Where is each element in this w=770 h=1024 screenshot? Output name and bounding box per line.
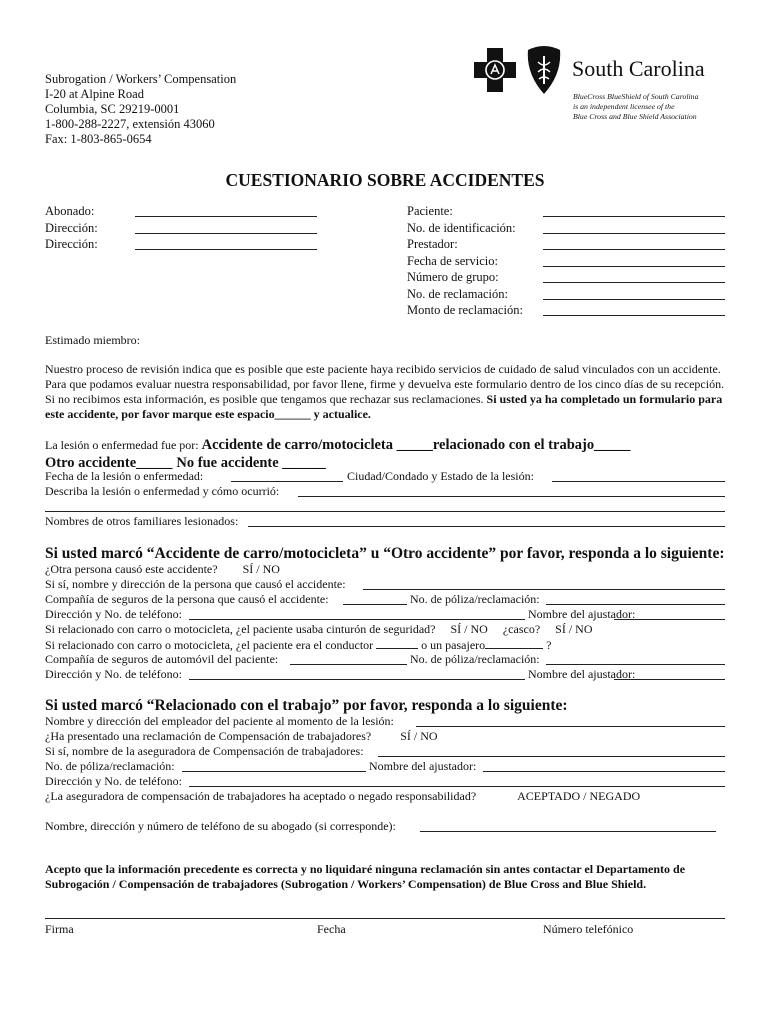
seatbelt-question bbox=[45, 622, 593, 637]
field-label: No. de reclamación: bbox=[407, 286, 508, 301]
policy-label-2: No. de póliza/reclamación: bbox=[410, 652, 540, 666]
policy-input-2[interactable] bbox=[546, 664, 725, 665]
policy-label: No. de póliza/reclamación: bbox=[410, 592, 540, 606]
attestation-text: Acepto que la información precedente es correcta y no liquidaré ninguna reclamación sin antes contactar el Departamento de Subrogación / Compensación de trabajadores (Subrogation / Workers’ Compensation) de Blue Cross and Blue Shield. bbox=[45, 862, 686, 891]
address-input-2[interactable] bbox=[135, 249, 317, 250]
licensee-note bbox=[573, 92, 698, 122]
field-label: Monto de reclamación: bbox=[407, 303, 523, 317]
work-related-option[interactable]: relacionado con el trabajo_____ bbox=[432, 437, 631, 453]
blue-cross-logo-icon bbox=[472, 46, 518, 101]
adjuster-label: Nombre del ajustador: bbox=[528, 607, 636, 621]
responsible-name-label: Si sí, nombre y dirección de la persona que causó el accidente: bbox=[45, 577, 346, 591]
address-line: I-20 at Alpine Road bbox=[45, 87, 144, 101]
describe-label: Describa la lesión o enfermedad y cómo ocurrió: bbox=[45, 484, 280, 498]
group-number-input[interactable] bbox=[543, 282, 725, 283]
other-accident-option[interactable]: Otro accidente_____ bbox=[45, 455, 173, 471]
comp-adjuster-input[interactable] bbox=[483, 771, 725, 772]
blue-shield-logo-icon bbox=[524, 44, 564, 101]
question-mark: ? bbox=[546, 638, 552, 652]
phone-input[interactable] bbox=[189, 619, 525, 620]
driver-input[interactable] bbox=[376, 637, 418, 649]
phone-input-2[interactable] bbox=[189, 679, 525, 680]
field-label: Dirección: bbox=[45, 220, 98, 235]
phone-number-label: Número telefónico bbox=[543, 922, 634, 936]
return-address bbox=[45, 72, 236, 147]
injury-place-input[interactable] bbox=[552, 481, 725, 482]
signature-label: Firma bbox=[45, 922, 74, 936]
field-label: Número de grupo: bbox=[407, 270, 499, 284]
signature-line[interactable] bbox=[45, 918, 725, 919]
field-label: Fecha de servicio: bbox=[407, 253, 498, 268]
seatbelt-choice[interactable]: SÍ / NO bbox=[450, 622, 488, 636]
adjuster-input[interactable] bbox=[614, 619, 725, 620]
service-date-input[interactable] bbox=[543, 266, 725, 267]
field-label: Prestador: bbox=[407, 237, 458, 251]
injury-prefix: La lesión o enfermedad fue por: bbox=[45, 438, 199, 452]
car-accident-option[interactable]: Accidente de carro/motocicleta _____ bbox=[201, 437, 433, 453]
passenger-label: o un pasajero bbox=[421, 638, 486, 652]
intro-paragraph bbox=[45, 362, 725, 422]
adjuster-input-2[interactable] bbox=[614, 679, 725, 680]
question-label: ¿La aseguradora de compensación de trabajadores ha aceptado o negado responsabilidad? bbox=[45, 789, 477, 803]
question-label: Si relacionado con carro o motocicleta, ¿el paciente usaba cinturón de seguridad? bbox=[45, 622, 436, 636]
liability-question bbox=[45, 789, 640, 804]
phone-label: Dirección y No. de teléfono: bbox=[45, 607, 182, 621]
injury-date-label: Fecha de la lesión o enfermedad: bbox=[45, 469, 204, 483]
injury-date-input[interactable] bbox=[231, 481, 343, 482]
intro-text: Nuestro proceso de revisión indica que es posible que este paciente haya recibido servicios de cuidado de salud vinculados con un accidente. Para que podamos evaluar nuestra responsabilidad, por favor llene, firme y devuelva este formulario dentro de los cinco días de su recepción. Si no recibimos esta información, es posible que tengamos que rechazar sus reclamaciones. bbox=[45, 362, 725, 406]
responsible-name-input[interactable] bbox=[363, 589, 725, 590]
address-field bbox=[45, 237, 325, 254]
phone-label-2: Dirección y No. de teléfono: bbox=[45, 667, 182, 681]
address-field bbox=[45, 221, 325, 238]
field-label: No. de identificación: bbox=[407, 220, 516, 235]
lawyer-label: Nombre, dirección y número de teléfono de su abogado (si corresponde): bbox=[45, 819, 396, 833]
subscriber-field bbox=[45, 204, 325, 221]
address-line: Fax: 1-803-865-0654 bbox=[45, 132, 152, 146]
describe-input-2[interactable] bbox=[45, 511, 725, 512]
comp-insurer-label: Si sí, nombre de la aseguradora de Compensación de trabajadores: bbox=[45, 744, 364, 758]
auto-insurer-label: Compañía de seguros de automóvil del paciente: bbox=[45, 652, 279, 666]
field-label: Paciente: bbox=[407, 204, 453, 218]
helmet-choice[interactable]: SÍ / NO bbox=[555, 622, 593, 636]
adjuster-label-2: Nombre del ajustador: bbox=[528, 667, 636, 681]
auto-insurer-input[interactable] bbox=[290, 664, 407, 665]
lawyer-input[interactable] bbox=[420, 831, 716, 832]
yes-no-choice[interactable]: SÍ / NO bbox=[242, 562, 280, 576]
subscriber-fields bbox=[45, 204, 325, 254]
driver-question bbox=[45, 637, 551, 653]
other-person-question bbox=[45, 562, 280, 577]
address-line: Subrogation / Workers’ Compensation bbox=[45, 72, 237, 86]
workers-comp-question bbox=[45, 729, 438, 744]
licensee-line: is an independent licensee of the bbox=[573, 102, 675, 111]
address-input[interactable] bbox=[135, 233, 317, 234]
subscriber-input[interactable] bbox=[135, 216, 317, 217]
liability-choice[interactable]: ACEPTADO / NEGADO bbox=[517, 789, 641, 803]
helmet-label: ¿casco? bbox=[502, 622, 541, 636]
date-label: Fecha bbox=[317, 922, 346, 936]
address-line: Columbia, SC 29219-0001 bbox=[45, 102, 180, 116]
section-heading-accident: Si usted marcó “Accidente de carro/motocicleta” u “Otro accidente” por favor, responda a lo siguiente: bbox=[45, 545, 725, 562]
responsible-insurer-input[interactable] bbox=[343, 604, 407, 605]
id-number-input[interactable] bbox=[543, 233, 725, 234]
page-title: CUESTIONARIO SOBRE ACCIDENTES bbox=[225, 170, 545, 190]
claim-amount-input[interactable] bbox=[543, 315, 725, 316]
question-label: ¿Ha presentado una reclamación de Compensación de trabajadores? bbox=[45, 729, 372, 743]
licensee-line: BlueCross BlueShield of South Carolina bbox=[573, 92, 699, 101]
address-line: 1-800-288-2227, extensión 43060 bbox=[45, 117, 215, 131]
field-label: Dirección: bbox=[45, 237, 98, 251]
not-accident-option[interactable]: No fue accidente ______ bbox=[176, 455, 326, 471]
describe-input[interactable] bbox=[298, 496, 725, 497]
employer-input[interactable] bbox=[416, 726, 725, 727]
greeting: Estimado miembro: bbox=[45, 333, 140, 347]
section-heading-work: Si usted marcó “Relacionado con el trabajo” por favor, responda a lo siguiente: bbox=[45, 697, 568, 714]
policy-input[interactable] bbox=[546, 604, 725, 605]
claim-number-input[interactable] bbox=[543, 299, 725, 300]
employer-label: Nombre y dirección del empleador del paciente al momento de la lesión: bbox=[45, 714, 394, 728]
licensee-line: Blue Cross and Blue Shield Association bbox=[573, 112, 697, 121]
patient-input[interactable] bbox=[543, 216, 725, 217]
family-label: Nombres de otros familiares lesionados: bbox=[45, 514, 239, 528]
patient-fields bbox=[407, 204, 523, 320]
workers-comp-choice[interactable]: SÍ / NO bbox=[400, 729, 438, 743]
comp-adjuster-label: Nombre del ajustador: bbox=[369, 759, 477, 773]
family-input[interactable] bbox=[248, 526, 725, 527]
injury-type-row bbox=[45, 437, 630, 454]
responsible-insurer-label: Compañía de seguros de la persona que causó el accidente: bbox=[45, 592, 329, 606]
comp-policy-input[interactable] bbox=[182, 771, 366, 772]
comp-insurer-input[interactable] bbox=[378, 756, 725, 757]
passenger-input[interactable] bbox=[485, 637, 543, 649]
question-label: Si relacionado con carro o motocicleta, ¿el paciente era el conductor bbox=[45, 638, 374, 652]
injury-place-label: Ciudad/Condado y Estado de la lesión: bbox=[347, 469, 534, 483]
intro-bold-text: Si usted ya ha completado un formulario para este accidente, por favor marque este espacio______ y actualice. bbox=[45, 392, 723, 421]
logo-state-name: South Carolina bbox=[572, 56, 705, 81]
comp-phone-label: Dirección y No. de teléfono: bbox=[45, 774, 182, 788]
comp-policy-label: No. de póliza/reclamación: bbox=[45, 759, 175, 773]
comp-phone-input[interactable] bbox=[189, 786, 725, 787]
field-label: Abonado: bbox=[45, 204, 95, 218]
provider-input[interactable] bbox=[543, 249, 725, 250]
question-label: ¿Otra persona causó este accidente? bbox=[45, 562, 218, 576]
